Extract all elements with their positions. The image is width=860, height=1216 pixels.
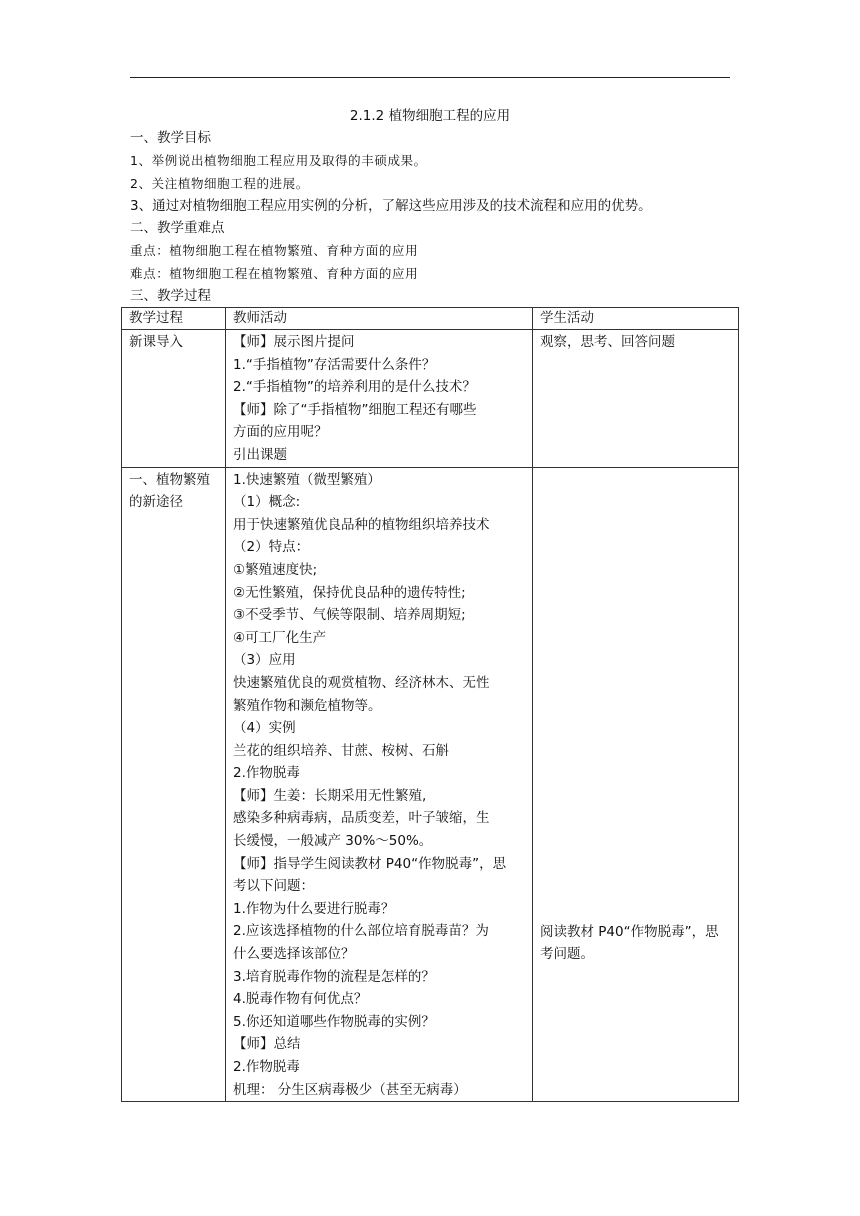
page-title: 2.1.2 植物细胞工程的应用 xyxy=(349,108,511,124)
header-rule xyxy=(130,77,730,78)
teacher-line: ④可工厂化生产 xyxy=(233,629,327,646)
teacher-cell xyxy=(226,330,533,468)
table-row xyxy=(122,467,739,1102)
teacher-line: 用于快速繁殖优良品种的植物组织培养技术 xyxy=(233,516,490,533)
teacher-line: 什么要选择该部位？ xyxy=(233,946,355,963)
objective-item: 1、举例说出植物细胞工程应用及取得的丰硕成果。 xyxy=(130,153,427,168)
teacher-line: 2.应该选择植物的什么部位培育脱毒苗？为 xyxy=(233,923,489,940)
teacher-line: 机理： 分生区病毒极少（甚至无病毒） xyxy=(233,1081,467,1098)
student-line: 阅读教材 P40“作物脱毒”，思 xyxy=(540,923,719,940)
objective-item: 2、关注植物细胞工程的进展。 xyxy=(130,176,309,191)
table-row xyxy=(122,330,739,468)
teacher-line: （4）实例 xyxy=(233,720,296,737)
stage-label: 的新途径 xyxy=(129,494,183,511)
teacher-line: 1.“手指植物”存活需要什么条件？ xyxy=(233,356,436,373)
teacher-line: 繁殖作物和濒危植物等。 xyxy=(233,697,382,714)
teacher-line: 【师】生姜：长期采用无性繁殖, xyxy=(233,787,427,804)
teacher-line: 【师】总结 xyxy=(233,1036,301,1053)
student-cell xyxy=(533,467,739,1102)
teacher-line: 1.作物为什么要进行脱毒？ xyxy=(233,900,395,917)
teacher-line: 【师】指导学生阅读教材 P40“作物脱毒”，思 xyxy=(233,855,507,872)
difficult-point: 难点：植物细胞工程在植物繁殖、育种方面的应用 xyxy=(130,266,419,281)
key-point: 重点：植物细胞工程在植物繁殖、育种方面的应用 xyxy=(130,243,419,258)
teacher-line: （2）特点： xyxy=(233,539,310,556)
teacher-line: 2.作物脱毒 xyxy=(233,1059,300,1075)
key-heading: 二、教学重难点 xyxy=(130,220,225,236)
teacher-line: 3.培育脱毒作物的流程是怎样的？ xyxy=(233,968,435,985)
stage-label: 新课导入 xyxy=(129,334,183,350)
objectives-heading: 一、教学目标 xyxy=(130,130,211,146)
header-cell: 教学过程 xyxy=(122,308,226,330)
teacher-line: 【师】展示图片提问 xyxy=(233,334,355,350)
teacher-line: 5.你还知道哪些作物脱毒的实例？ xyxy=(233,1013,435,1030)
teacher-line: （3）应用 xyxy=(233,652,296,669)
teacher-line: ②无性繁殖，保持优良品种的遗传特性; xyxy=(233,584,466,601)
student-cell-spacer xyxy=(540,469,732,921)
teacher-line: 2.“手指植物”的培养利用的是什么技术？ xyxy=(233,379,476,396)
teacher-line: 【师】除了“手指植物”细胞工程还有哪些 xyxy=(233,401,477,418)
teacher-line: 4.脱毒作物有何优点？ xyxy=(233,991,368,1008)
table-header-row xyxy=(122,308,739,330)
objective-item: 3、通过对植物细胞工程应用实例的分析，了解这些应用涉及的技术流程和应用的优势。 xyxy=(130,198,652,214)
teacher-line: （1）概念: xyxy=(233,494,301,511)
teacher-line: 兰花的组织培养、甘蔗、桉树、石斛 xyxy=(233,742,449,759)
teacher-line: 2.作物脱毒 xyxy=(233,765,300,782)
header-cell: 教师活动 xyxy=(226,308,533,330)
teacher-line: 引出课题 xyxy=(233,446,287,463)
teacher-cell xyxy=(226,467,533,1102)
teacher-line: ①繁殖速度快; xyxy=(233,561,318,578)
lesson-table xyxy=(121,307,739,1102)
process-heading: 三、教学过程 xyxy=(130,288,211,304)
student-line: 观察，思考、回答问题 xyxy=(540,334,675,350)
stage-cell xyxy=(122,467,226,1102)
teacher-line: 1.快速繁殖（微型繁殖） xyxy=(233,471,381,488)
teacher-line: ③不受季节、气候等限制、培养周期短; xyxy=(233,607,466,624)
teacher-line: 考以下问题： xyxy=(233,878,314,895)
teacher-line: 长缓慢，一般减产 30%～50%。 xyxy=(233,833,433,850)
teacher-line: 快速繁殖优良的观赏植物、经济林木、无性 xyxy=(233,674,490,691)
student-line: 考问题。 xyxy=(540,946,594,963)
stage-cell xyxy=(122,330,226,468)
teacher-line: 感染多种病毒病，品质变差，叶子皱缩，生 xyxy=(233,810,490,827)
header-cell: 学生活动 xyxy=(533,308,739,330)
teacher-line: 方面的应用呢？ xyxy=(233,424,328,441)
student-cell xyxy=(533,330,739,468)
stage-label: 一、植物繁殖 xyxy=(129,471,210,488)
